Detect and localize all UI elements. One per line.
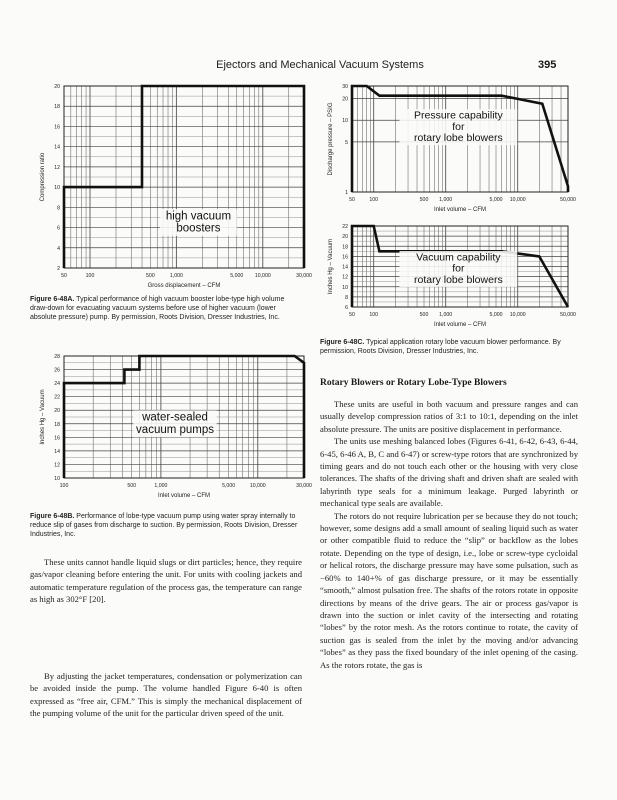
y-tick-label: 12 (54, 462, 60, 469)
y-tick-label: 20 (342, 234, 348, 241)
x-tick-label: 100 (369, 197, 379, 203)
y-tick-label: 12 (342, 274, 348, 281)
y-tick-label: 16 (342, 254, 348, 261)
x-tick-label: 1,000 (439, 197, 453, 203)
figure-6-48a-chart (28, 78, 318, 288)
region-label: water-sealed (142, 411, 208, 424)
y-tick-label: 20 (54, 408, 60, 415)
x-tick-label: 100 (85, 273, 95, 279)
x-tick-label: 500 (419, 312, 429, 318)
x-tick-label: 30,000 (296, 273, 312, 279)
region-label: rotary lobe blowers (413, 132, 503, 145)
y-tick-label: 18 (54, 104, 60, 111)
caption-text: Performance of lobe-type vacuum pump using water spray internally to reduce slip of gases from discharge to suction. By permission, Roots Division, Dresser Industries, Inc. (30, 513, 298, 538)
x-tick-label: 10,000 (509, 197, 526, 203)
x-tick-label: 500 (419, 197, 429, 203)
region-label: Vacuum capability (416, 251, 501, 264)
x-tick-label: 5,000 (489, 197, 503, 203)
y-tick-label: 14 (54, 144, 60, 151)
x-tick-label: 10,000 (254, 273, 271, 279)
paragraph: The units use meshing balanced lobes (Figures 6-41, 6-42, 6-43, 6-44, 6-45, 6-46 A, B, C and 6-47) or screw-type rotors that are synchronized by timing gears and do not touch each other or the housing with very close tolerances. The shafts of the driving shaft and driven shaft are sealed with labyrinth type seals for a minimum leakage. Purged labyrinth or mechanical type seals are available. (320, 436, 578, 509)
x-tick-label: 500 (127, 483, 137, 489)
y-tick-label: 14 (342, 264, 348, 271)
page-number: 395 (538, 59, 557, 71)
x-tick-label: 100 (59, 483, 69, 489)
y-tick-label: 20 (342, 96, 348, 103)
x-axis-label: Inlet volume – CFM (157, 493, 211, 499)
x-tick-label: 1,000 (169, 273, 183, 279)
y-tick-label: 20 (54, 84, 60, 90)
y-axis-label: Compression ratio (40, 152, 46, 202)
y-tick-label: 1 (345, 190, 348, 196)
region-label: rotary lobe blowers (413, 274, 503, 287)
y-tick-label: 10 (342, 284, 348, 291)
x-tick-label: 500 (146, 273, 155, 279)
y-tick-label: 18 (54, 421, 60, 428)
x-axis-label: Gross displacement – CFM (147, 283, 221, 289)
caption-label: Figure 6-48B. (30, 513, 75, 520)
region-label: for (452, 262, 465, 275)
y-tick-label: 6 (57, 225, 60, 232)
x-tick-label: 50 (349, 197, 355, 203)
y-tick-label: 24 (54, 381, 60, 388)
x-tick-label: 5,000 (489, 312, 503, 318)
y-tick-label: 4 (57, 245, 60, 252)
y-tick-label: 16 (54, 435, 60, 442)
x-tick-label: 5,000 (230, 273, 244, 279)
x-tick-label: 10,000 (509, 312, 526, 318)
left-column-text (30, 556, 302, 606)
y-tick-label: 18 (342, 244, 348, 251)
x-tick-label: 50,000 (560, 312, 576, 318)
x-tick-label: 1,000 (439, 312, 453, 318)
caption-label: Figure 6-48A. (30, 296, 75, 303)
paragraph: The rotors do not require lubrication per se because they do not touch; however, some designs add a small amount of sealing liquid such as water or other compatible fluid to reduce the “slip” or backflow as the lobes rotate. Depending on the type of design, i.e., lobe or screw-type cycloidal or helical rotors, the discharge pressure may have some pulsation, such as −60% to 140+% of gas discharge pressure, or it may be essentially “smooth,” almost pulsation free. The shafts of the rotors rotate in opposite directions by means of the drive gears. The air or process gas/vapor is drawn into the suction or inlet cavity of the intersecting and rotating “lobes” by the rotor mesh. As the rotors continue to rotate, the cavity of suction gas is sealed from the inlet by the moving and/or advancing “lobes” as they pass the fixed boundary of the inlet opening of the casing. As the rotors rotate, the gas is (320, 510, 578, 670)
x-axis-label: Inlet volume – CFM (433, 207, 487, 213)
y-tick-label: 10 (54, 476, 60, 482)
y-tick-label: 12 (54, 164, 60, 171)
caption-text: Typical application rotary lobe vacuum blower performance. By permission, Roots Division, Dresser Industries, Inc. (320, 339, 561, 355)
x-tick-label: 100 (369, 312, 379, 318)
x-tick-label: 10,000 (249, 483, 266, 489)
x-tick-label: 50 (349, 312, 355, 318)
y-tick-label: 8 (345, 294, 348, 301)
figure-6-48c-caption (320, 338, 582, 356)
paragraph: These units are useful in both vacuum and pressure ranges and can usually develop compression ratios of 3:1 to 10:1, depending on the inlet absolute pressure. The units are positive displacement in performance. (320, 399, 578, 434)
x-tick-label: 50 (61, 273, 67, 279)
y-tick-label: 2 (57, 266, 60, 272)
region-label: boosters (176, 222, 221, 235)
y-axis-label: Inches Hg – Vacuum (40, 389, 46, 445)
y-tick-label: 14 (54, 448, 60, 455)
x-tick-label: 30,000 (296, 483, 312, 489)
y-tick-label: 26 (54, 367, 60, 374)
figure-6-48c-bottom-chart (318, 222, 580, 332)
y-tick-label: 22 (54, 394, 60, 401)
right-column-text (320, 398, 578, 671)
y-tick-label: 6 (345, 305, 348, 311)
y-tick-label: 16 (54, 124, 60, 131)
left-column-text-2 (30, 670, 302, 720)
y-tick-label: 10 (342, 118, 348, 125)
figure-6-48a-caption (30, 295, 302, 322)
x-axis-label: Inlet volume – CFM (433, 322, 487, 328)
paragraph: By adjusting the jacket temperatures, condensation or polymerization can be avoided inside the pump. The volume handled Figure 6-40 is often expressed as “free air, CFM.” This is simply the mechanical displacement of the pumping volume of the unit for the particular driven speed of the unit. (30, 671, 302, 719)
y-tick-label: 8 (57, 205, 60, 212)
y-axis-label: Inches Hg – Vacuum (328, 238, 334, 295)
region-label: high vacuum (165, 210, 232, 223)
region-label: Pressure capability (413, 109, 503, 122)
figure-6-48b-caption (30, 512, 302, 539)
figure-6-48c-top-chart (318, 82, 580, 217)
x-tick-label: 1,000 (154, 483, 168, 489)
y-tick-label: 10 (54, 185, 60, 192)
y-tick-label: 30 (342, 84, 348, 90)
y-tick-label: 22 (342, 224, 348, 230)
region-label: for (452, 120, 465, 133)
y-axis-label: Discharge pressure – PSIG (328, 102, 334, 176)
running-title: Ejectors and Mechanical Vacuum Systems (216, 59, 424, 71)
caption-label: Figure 6-48C. (320, 339, 365, 346)
x-tick-label: 5,000 (222, 483, 236, 489)
y-tick-label: 28 (54, 354, 60, 360)
x-tick-label: 50,000 (560, 197, 576, 203)
paragraph: These units cannot handle liquid slugs or dirt particles; hence, they require gas/vapor cleaning before entering the unit. For units with cooling jackets and automatic temperature regulation of the process gas, the temperature can range as high as 302°F [20]. (30, 557, 302, 605)
region-label: vacuum pumps (136, 423, 215, 436)
section-heading: Rotary Blowers or Rotary Lobe-Type Blowers (320, 378, 507, 388)
figure-6-48b-chart (28, 350, 318, 505)
y-tick-label: 5 (345, 139, 348, 146)
caption-text: Typical performance of high vacuum booster lobe-type high volume draw-down for evacuating vacuum systems before use of higher vacuum (lower absolute pressure) pump. By permission, Roots Division, Dresser Industries, Inc. (30, 296, 285, 321)
